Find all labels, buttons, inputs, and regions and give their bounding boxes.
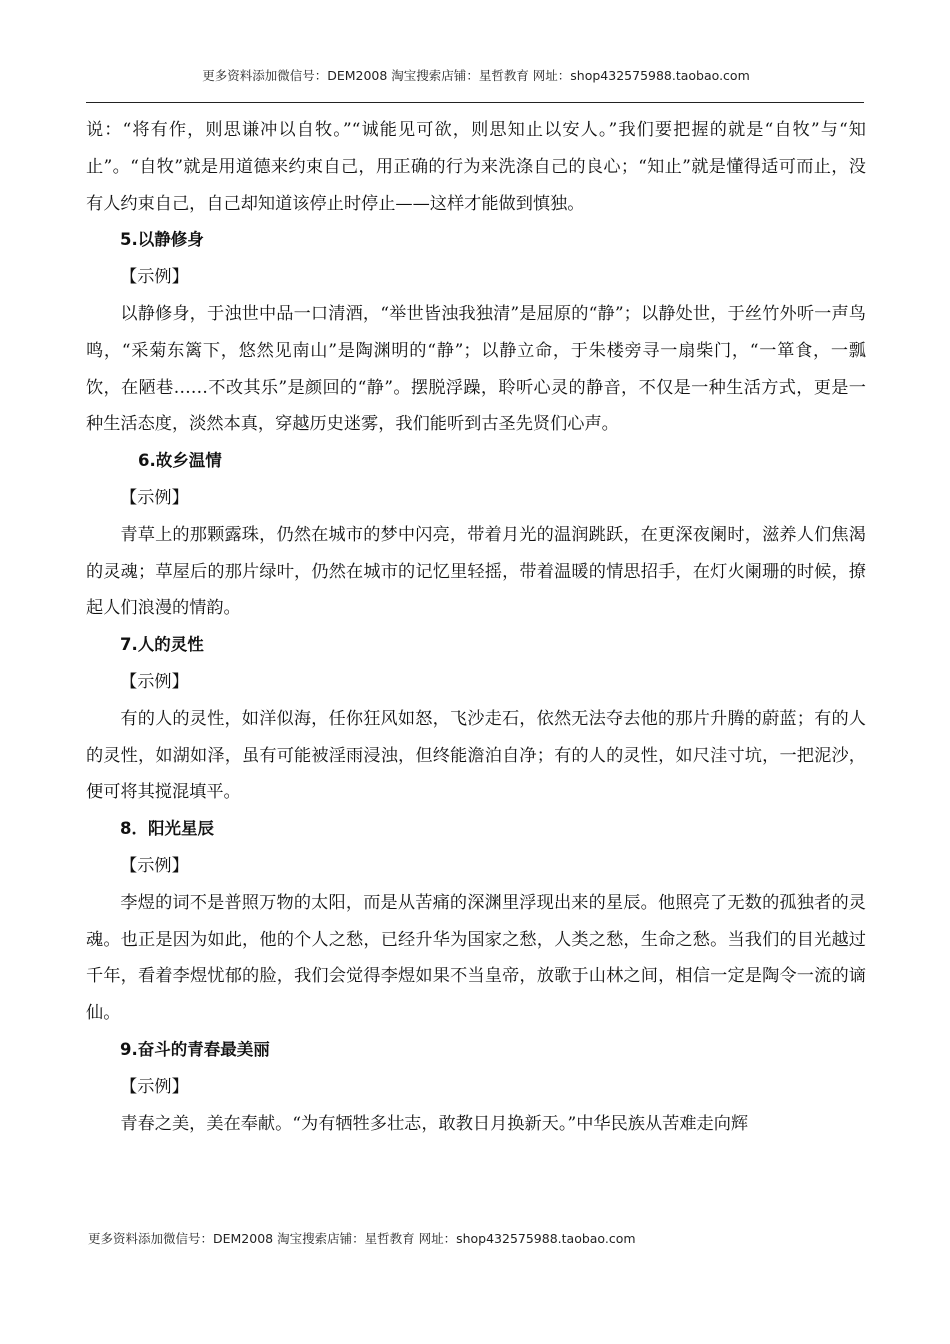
example-paragraph: 以静修身，于浊世中品一口清酒，“举世皆浊我独清”是屈原的“静”；以静处世，于丝竹外听一声鸟鸣，“采菊东篱下，悠然见南山”是陶渊明的“静”；以静立命，于朱楼旁寻一扇柴门，“一箪食，一瓢饮，在陋巷……不改其乐”是颜回的“静”。摆脱浮躁，聆听心灵的静音，不仅是一种生活方式，更是一种生活态度，淡然本真，穿越历史迷雾，我们能听到古圣先贤们心声。 — [86, 303, 866, 435]
example-label: 【示例】 — [120, 267, 189, 288]
example-label: 【示例】 — [120, 671, 189, 692]
intro-paragraph: 说：“将有作，则思谦冲以自牧。”“诚能见可欲，则思知止以安人。”我们要把握的就是“自牧”与“知止”。“自牧”就是用道德来约束自己，用正确的行为来洗涤自己的良心；“知止”就是懂得适可而止，没有人约束自己，自己却知道该停止时停止——这样才能做到慎独。 — [86, 120, 866, 214]
example-label: 【示例】 — [120, 487, 189, 508]
section-heading: 8．阳光星辰 — [120, 819, 214, 839]
example-label: 【示例】 — [120, 1076, 189, 1097]
example-paragraph: 青春之美，美在奉献。“为有牺牲多壮志，敢教日月换新天。”中华民族从苦难走向辉 — [120, 1113, 749, 1134]
example-label: 【示例】 — [120, 855, 189, 876]
section-heading: 6.故乡温情 — [138, 451, 222, 471]
example-paragraph: 青草上的那颗露珠，仍然在城市的梦中闪亮，带着月光的温润跳跃，在更深夜阑时，滋养人们焦渴的灵魂；草屋后的那片绿叶，仍然在城市的记忆里轻摇，带着温暖的情思招手，在灯火阑珊的时候，撩起人们浪漫的情韵。 — [86, 524, 866, 619]
page-footer: 更多资料添加微信号：DEM2008 淘宝搜索店铺：星哲教育 网址：shop432575988.taobao.com — [88, 1231, 636, 1246]
header-divider — [86, 102, 864, 103]
section-heading: 5.以静修身 — [120, 230, 204, 250]
page-header: 更多资料添加微信号：DEM2008 淘宝搜索店铺：星哲教育 网址：shop432575988.taobao.com — [202, 68, 750, 83]
section-heading: 7.人的灵性 — [120, 635, 204, 655]
example-paragraph: 李煜的词不是普照万物的太阳，而是从苦痛的深渊里浮现出来的星辰。他照亮了无数的孤独者的灵魂。也正是因为如此，他的个人之愁，已经升华为国家之愁，人类之愁，生命之愁。当我们的目光越过千年，看着李煜忧郁的脸，我们会觉得李煜如果不当皇帝，放歌于山林之间，相信一定是陶令一流的谪仙。 — [86, 892, 866, 1024]
section-heading: 9.奋斗的青春最美丽 — [120, 1039, 270, 1059]
example-paragraph: 有的人的灵性，如洋似海，任你狂风如怒，飞沙走石，依然无法夺去他的那片升腾的蔚蓝；有的人的灵性，如湖如泽，虽有可能被淫雨浸浊，但终能澹泊自净；有的人的灵性，如尺洼寸坑，一把泥沙，便可将其搅混填平。 — [86, 708, 866, 803]
document-body — [86, 112, 866, 1142]
